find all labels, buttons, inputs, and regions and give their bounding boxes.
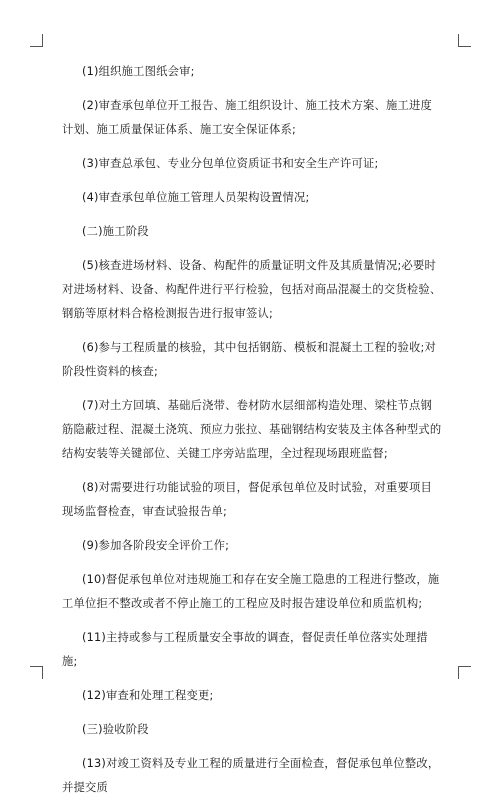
crop-mark-top-left xyxy=(30,34,43,47)
paragraph-item-10: (10)督促承包单位对违规施工和存在安全施工隐患的工程进行整改，施工单位拒不整改或者不停止施工的工程应及时报告建设单位和质监机构; xyxy=(62,573,440,610)
paragraph-item-9: (9)参加各阶段安全评价工作; xyxy=(82,539,230,552)
crop-mark-bottom-right xyxy=(458,666,471,679)
paragraph-item-12: (12)审查和处理工程变更; xyxy=(82,689,214,702)
crop-mark-bottom-left xyxy=(30,666,43,679)
paragraph-item-8: (8)对需要进行功能试验的项目，督促承包单位及时试验，对重要项目现场监督检查，审查试验报告单; xyxy=(62,481,433,518)
paragraph-item-2: (2)审查承包单位开工报告、施工组织设计、施工技术方案、施工进度计划、施工质量保证体系、施工安全保证体系; xyxy=(62,99,433,136)
document-body xyxy=(62,60,442,810)
paragraph-item-3: (3)审查总承包、专业分包单位资质证书和安全生产许可证; xyxy=(82,157,379,170)
paragraph-item-7: (7)对土方回填、基础后浇带、卷材防水层细部构造处理、梁柱节点钢筋隐蔽过程、混凝土浇筑、预应力张拉、基础钢结构安装及主体各种型式的结构安装等关键部位、关键工序旁站监理，全过程现场跟班监督; xyxy=(62,399,442,460)
paragraph-item-13: (13)对竣工资料及专业工程的质量进行全面检查，督促承包单位整改，并提交质 xyxy=(62,757,440,794)
paragraph-item-5: (5)核查进场材料、设备、构配件的质量证明文件及其质量情况;必要时对进场材料、设备、构配件进行平行检验，包括对商品混凝土的交货检验、钢筋等原材料合格检测报告进行报审签认; xyxy=(62,259,442,320)
section-heading-acceptance-stage: (三)验收阶段 xyxy=(82,723,149,736)
paragraph-item-6: (6)参与工程质量的核验，其中包括钢筋、模板和混凝土工程的验收;对阶段性资料的核查; xyxy=(62,341,437,378)
crop-mark-top-right xyxy=(458,34,471,47)
paragraph-item-11: (11)主持或参与工程质量安全事故的调查，督促责任单位落实处理措施; xyxy=(62,631,428,668)
section-heading-construction-stage: (二)施工阶段 xyxy=(82,225,149,238)
paragraph-item-4: (4)审查承包单位施工管理人员架构设置情况; xyxy=(82,191,310,204)
paragraph-item-1: (1)组织施工图纸会审; xyxy=(82,65,195,78)
